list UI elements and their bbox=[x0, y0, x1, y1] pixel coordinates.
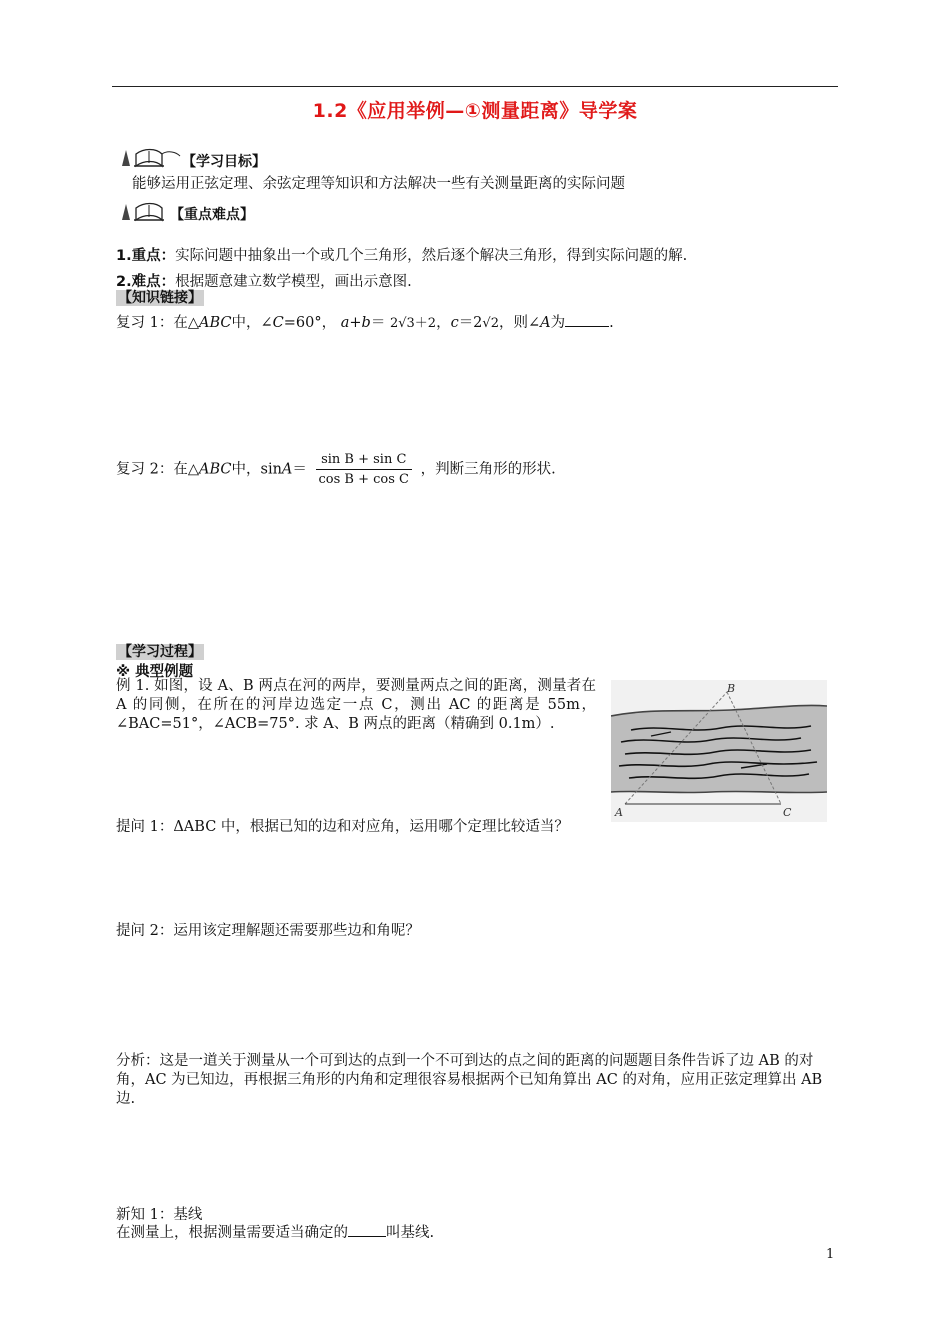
top-rule bbox=[112, 86, 838, 87]
review1-a: a bbox=[340, 315, 350, 331]
page-title: 1.2《应用举例—①测量距离》导学案 bbox=[312, 100, 638, 122]
key-point-text: 实际问题中抽象出一个或几个三角形，然后逐个解决三角形，得到实际问题的解. bbox=[175, 248, 688, 264]
review1-tri: ABC bbox=[199, 315, 232, 331]
analysis: 分析：这是一道关于测量从一个可到达的点到一个不可到达的点之间的距离的问题题目条件告诉了边 AB 的对角，AC 为已知边，再根据三角形的内角和定理很容易根据两个已知角算出 AC 的对角，应用正弦定理算出 AB 边. bbox=[116, 1053, 823, 1107]
review2-a: A bbox=[281, 461, 293, 478]
review1-prefix: 复习 1：在△ bbox=[116, 315, 199, 331]
difficulty-text: 根据题意建立数学模型，画出示意图. bbox=[175, 274, 412, 290]
review2-mid: 中，sin bbox=[231, 461, 282, 478]
fraction-denominator: cos B + cos C bbox=[318, 472, 409, 487]
review1-plus: + bbox=[349, 315, 362, 331]
review2-tail: ，判断三角形的形状. bbox=[420, 461, 556, 478]
review1-a-angle: A bbox=[540, 315, 551, 331]
review2-prefix: 复习 2：在△ bbox=[116, 461, 199, 478]
fraction-numerator: sin B + sin C bbox=[316, 452, 412, 470]
typical-header: ※ 典型例题 bbox=[116, 664, 194, 680]
review1-tail: ，则∠ bbox=[498, 315, 541, 331]
difficulty-line bbox=[116, 270, 412, 291]
goal-text: 能够运用正弦定理、余弦定理等知识和方法解决一些有关测量距离的实际问题 bbox=[132, 176, 625, 192]
link-header-label: 【知识链接】 bbox=[118, 290, 202, 306]
review1-c: C bbox=[272, 315, 284, 331]
review1-value1: 2√3＋2 bbox=[389, 316, 437, 331]
label-c: C bbox=[783, 806, 792, 819]
review1-mid2: =60°， bbox=[283, 315, 337, 331]
goal-header: 【学习目标】 bbox=[182, 154, 266, 170]
review-1 bbox=[116, 311, 614, 332]
baseline-blank[interactable] bbox=[348, 1222, 386, 1237]
review1-end: 为 bbox=[550, 315, 566, 331]
label-b: B bbox=[727, 682, 736, 695]
process-header bbox=[116, 644, 204, 660]
question-1: 提问 1：ΔABC 中，根据已知的边和对应角，运用哪个定理比较适当？ bbox=[116, 819, 569, 835]
review-2 bbox=[116, 452, 556, 487]
fraction bbox=[316, 452, 412, 487]
answer-blank[interactable] bbox=[565, 312, 609, 327]
question-2: 提问 2：运用该定理解题还需要那些边和角呢？ bbox=[116, 923, 420, 939]
review1-mid1: 中，∠ bbox=[231, 315, 273, 331]
key-point-label: 1.重点： bbox=[116, 248, 176, 264]
new-knowledge-title: 新知 1：基线 bbox=[116, 1207, 203, 1223]
page-number: 1 bbox=[826, 1247, 835, 1262]
key-header: 【重点难点】 bbox=[170, 207, 254, 223]
review1-value2: √2 bbox=[482, 316, 499, 331]
review1-period: . bbox=[609, 315, 614, 331]
new-knowledge-text-b: 叫基线. bbox=[386, 1225, 435, 1241]
book-icon bbox=[118, 140, 182, 170]
key-point-line bbox=[116, 244, 687, 265]
link-header bbox=[116, 290, 204, 306]
review1-comma: ， bbox=[436, 315, 451, 331]
process-header-label: 【学习过程】 bbox=[118, 644, 202, 660]
example-1: 例 1. 如图，设 A、B 两点在河的两岸，要测量两点之间的距离，测量者在 A 的同侧，在所在的河岸边选定一点 C，测出 AC 的距离是 55m，∠BAC=51°，∠ACB=75°. 求 A、B 两点的距离（精确到 0.1m）. bbox=[116, 678, 596, 732]
review2-eq: ＝ bbox=[292, 461, 307, 478]
review1-eq2: ＝2 bbox=[458, 315, 483, 331]
river-figure bbox=[611, 680, 827, 822]
review2-tri: ABC bbox=[199, 461, 232, 478]
label-a: A bbox=[615, 806, 623, 819]
new-knowledge-text-a: 在测量上，根据测量需要适当确定的 bbox=[116, 1225, 348, 1241]
review1-eq: ＝ bbox=[370, 315, 386, 331]
review1-c2: c bbox=[450, 315, 459, 331]
review1-b: b bbox=[361, 315, 371, 331]
new-knowledge-text bbox=[116, 1221, 434, 1242]
difficulty-label: 2.难点： bbox=[116, 274, 176, 290]
